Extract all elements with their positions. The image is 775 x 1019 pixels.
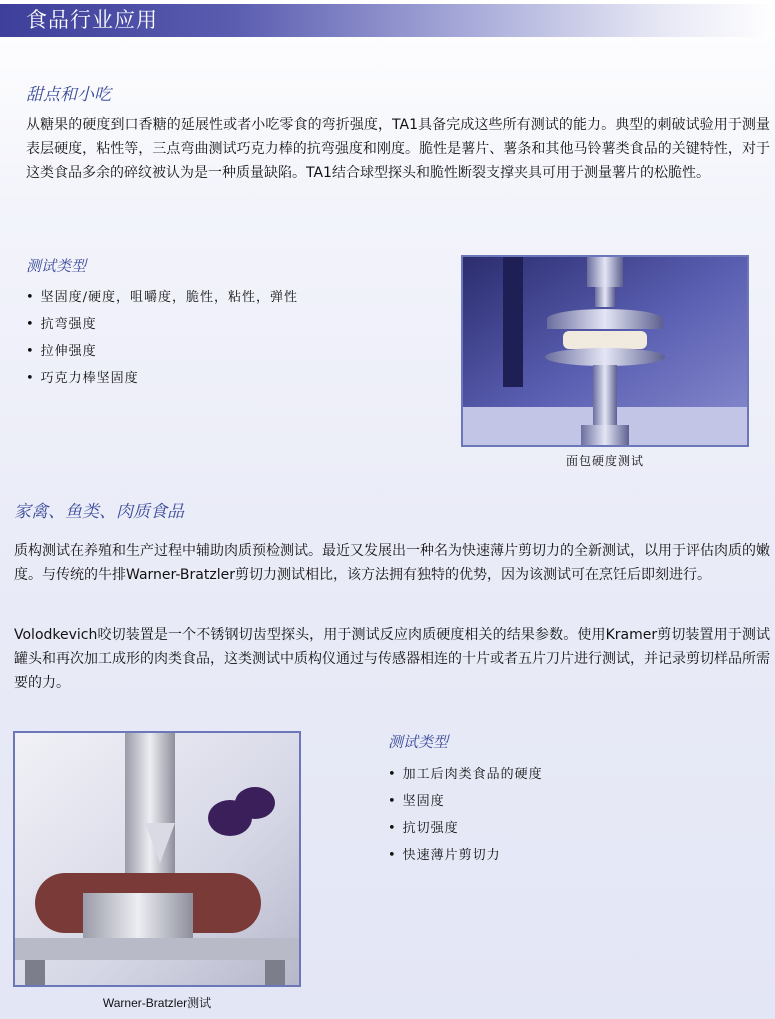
list-item: • 加工后肉类食品的硬度 (388, 767, 543, 782)
list-item: • 抗切强度 (388, 821, 459, 836)
list-item: • 快速薄片剪切力 (388, 848, 501, 863)
bread-photo-caption: 面包硬度测试 (565, 454, 644, 468)
sweets-tests-title: 测试类型 (26, 257, 87, 275)
bread-hardness-photo (461, 255, 749, 447)
meat-paragraph-2: Volodkevich咬切装置是一个不锈钢切齿型探头，用于测试反应肉质硬度相关的结果参数。使用Kramer剪切装置用于测试罐头和再次加工成形的肉类食品，这类测试中质构仪通过与传感器相连的十片或者五片刀片进行测试，并记录剪切样品所需要的力。 (14, 627, 770, 691)
meat-tests-title: 测试类型 (388, 733, 449, 751)
sweets-test-list (26, 284, 298, 392)
list-item: • 坚固度/硬度，咀嚼度，脆性，粘性，弹性 (26, 290, 299, 305)
meat-paragraph-1: 质构测试在养殖和生产过程中辅助肉质预检测试。最近又发展出一种名为快速薄片剪切力的全新测试，以用于评估肉质的嫩度。与传统的牛排Warner-Bratzler剪切力测试相比，该方法拥有独特的优势，因为该测试可在烹饪后即刻进行。 (14, 543, 770, 583)
list-item: • 拉伸强度 (26, 344, 97, 359)
sweets-paragraph: 从糖果的硬度到口香糖的延展性或者小吃零食的弯折强度，TA1具备完成这些所有测试的能力。典型的刺破试验用于测量表层硬度，粘性等，三点弯曲测试巧克力棒的抗弯强度和刚度。脆性是薯片、薯条和其他马铃薯类食品的关键特性，对于这类食品多余的碎纹被认为是一种质量缺陷。TA1结合球型探头和脆性断裂支撑夹具可用于测量薯片的松脆性。 (26, 117, 770, 181)
section-title-meat: 家禽、鱼类、肉质食品 (14, 502, 184, 522)
list-item: • 坚固度 (388, 794, 445, 809)
section-title-sweets: 甜点和小吃 (26, 85, 111, 105)
warner-bratzler-photo (13, 731, 301, 987)
bread-tester-illustration (463, 257, 749, 447)
shear-tester-illustration (15, 733, 301, 987)
warner-bratzler-caption: Warner-Bratzler测试 (102, 996, 212, 1010)
list-item: • 巧克力棒坚固度 (26, 371, 139, 386)
page-title: 食品行业应用 (26, 8, 158, 32)
list-item: • 抗弯强度 (26, 317, 97, 332)
meat-test-list (388, 761, 543, 869)
